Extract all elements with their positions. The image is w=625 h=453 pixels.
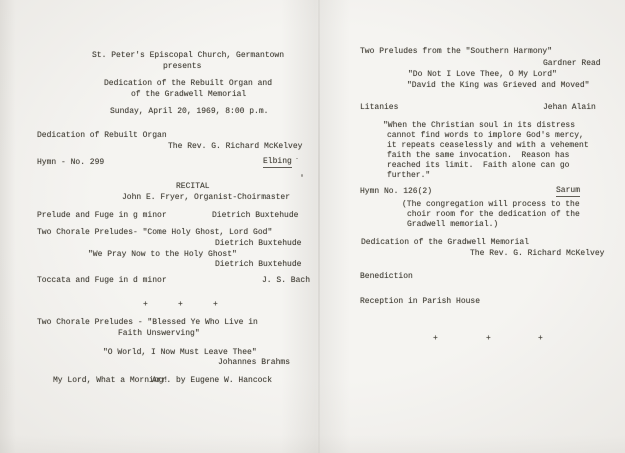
text-line: Two Chorale Preludes - "Blessed Ye Who Live in (37, 318, 258, 327)
text-line: J. S. Bach (262, 276, 311, 285)
text-line: "Do Not I Love Thee, O My Lord" (408, 70, 557, 79)
text-line: Dietrich Buxtehude (215, 260, 302, 269)
text-line: Hymn No. 126(2) (360, 187, 433, 196)
text-line: + (486, 334, 491, 343)
text-line: further." (387, 171, 431, 180)
text-line: faith the same invocation. Reason has (387, 151, 570, 160)
text-line: "David the King was Grieved and Moved" (407, 81, 590, 90)
text-line: + (143, 300, 148, 309)
text-line: Sarum (556, 186, 581, 195)
text-line: Prelude and Fuge in g minor (37, 211, 167, 220)
text-line: + (433, 334, 438, 343)
text-line: Dedication of Rebuilt Organ (37, 131, 167, 140)
text-line: Two Chorale Preludes- "Come Holy Ghost, Lord God" (37, 228, 273, 237)
text-line: "When the Christian soul in its distress (383, 121, 576, 130)
text-line: Johannes Brahms (218, 358, 291, 367)
text-line: Toccata and Fuge in d minor (37, 276, 167, 285)
text-line: Dedication of the Gradwell Memorial (361, 238, 530, 247)
text-line: Hymn - No. 299 (37, 158, 105, 167)
text-line: Arr. by Eugene W. Hancock (152, 376, 273, 385)
text-line: cannot find words to implore God's mercy, (387, 131, 584, 140)
text-line: + (538, 334, 543, 343)
text-line: Elbing (263, 157, 292, 166)
text-line: reached its limit. Faith alone can go (387, 161, 570, 170)
text-line: My Lord, What a Morning! (53, 376, 169, 385)
text-line: Litanies (360, 103, 399, 112)
text-line: Reception in Parish House (360, 297, 481, 306)
text-line: John E. Fryer, Organist-Choirmaster (122, 193, 291, 202)
text-line: Gradwell memorial.) (407, 220, 499, 229)
text-line: it repeats ceaselessly and with a vehement (387, 141, 589, 150)
text-line: Dietrich Buxtehude (215, 239, 302, 248)
center-fold-crease (318, 0, 320, 453)
text-line: Dietrich Buxtehude (212, 211, 299, 220)
text-line: (The congregation will process to the (402, 200, 580, 209)
text-line: "O World, I Now Must Leave Thee" (103, 348, 257, 357)
text-line: choir room for the dedication of the (407, 210, 580, 219)
text-line: Dedication of the Rebuilt Organ and (104, 79, 273, 88)
text-line: RECITAL (176, 182, 210, 191)
text-line: Benediction (360, 272, 413, 281)
scan-speck (296, 158, 298, 159)
text-line: of the Gradwell Memorial (131, 90, 247, 99)
text-line: St. Peter's Episcopal Church, Germantown (92, 51, 285, 60)
text-line: + (178, 300, 183, 309)
scan-speck (301, 174, 303, 177)
text-line: The Rev. G. Richard McKelvey (470, 249, 605, 258)
text-line: Two Preludes from the "Southern Harmony" (360, 47, 553, 56)
text-line: + (213, 300, 218, 309)
text-line: Faith Unswerving" (118, 329, 200, 338)
text-line: presents (163, 62, 202, 71)
text-line: Jehan Alain (543, 103, 596, 112)
text-line: Sunday, April 20, 1969, 8:00 p.m. (110, 107, 269, 116)
text-line: "We Pray Now to the Holy Ghost" (88, 250, 237, 259)
text-line: The Rev. G. Richard McKelvey (168, 142, 303, 151)
text-line: Gardner Read (543, 59, 601, 68)
